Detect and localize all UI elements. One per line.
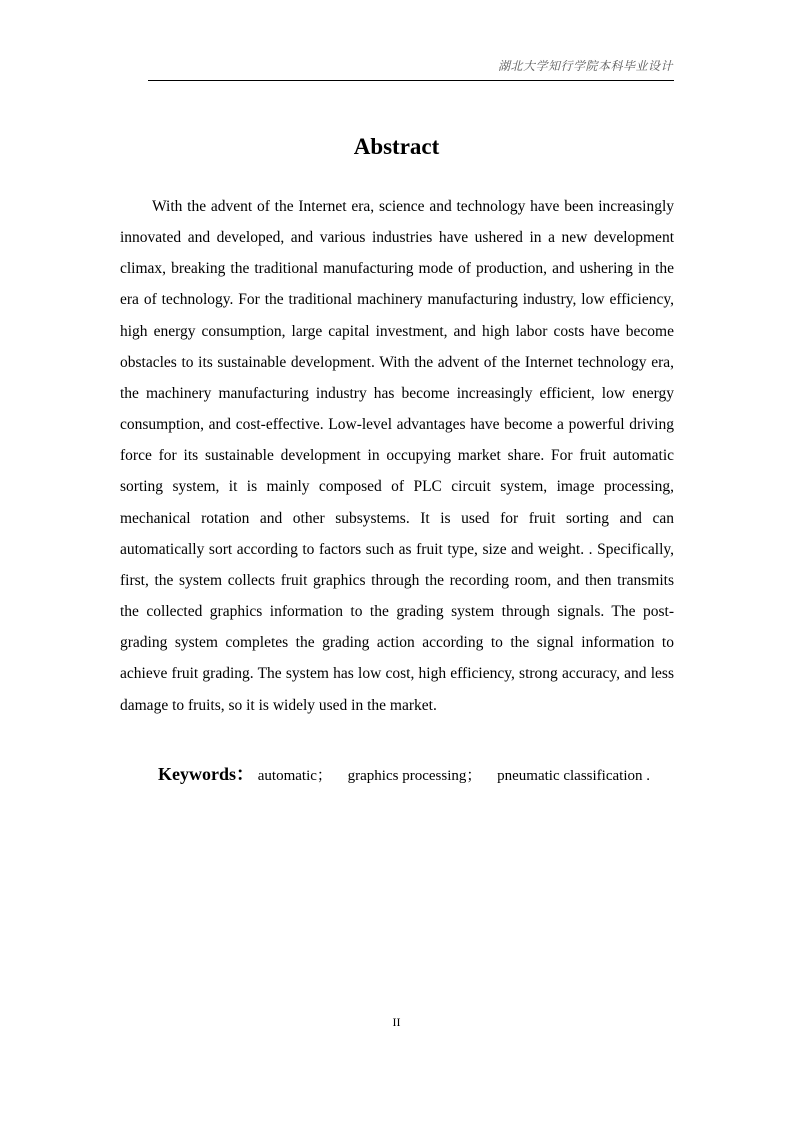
keywords-label: Keywords： bbox=[158, 764, 254, 784]
page-title: Abstract bbox=[353, 134, 440, 159]
keywords-line bbox=[158, 760, 688, 790]
running-header: 湖北大学知行学院本科毕业设计 bbox=[497, 59, 673, 73]
abstract-body: With the advent of the Internet era, science and technology have been increasingly innovated and developed, and various industries have ushered in a new development climax, breaking the traditional manufacturing mode of production, and ushering in the era of technology. For the traditional machinery manufacturing industry, low efficiency, high energy consumption, large capital investment, and high labor costs have become obstacles to its sustainable development. With the advent of the Internet technology era, the machinery manufacturing industry has become increasingly efficient, low energy consumption, and cost-effective. Low-level advantages have become a powerful driving force for its sustainable development in occupying market share. For fruit automatic sorting system, it is mainly composed of PLC circuit system, image processing, mechanical rotation and other subsystems. It is used for fruit sorting and can automatically sort according to factors such as fruit type, size and weight. . Specifically, first, the system collects fruit graphics through the recording room, and then transmits the collected graphics information to the grading system through signals. The post-grading system completes the grading action according to the signal information to achieve fruit grading. The system has low cost, high efficiency, strong accuracy, and less damage to fruits, so it is widely used in the market. bbox=[120, 198, 674, 714]
page-number: II bbox=[392, 1015, 401, 1029]
header-rule bbox=[148, 80, 674, 81]
keyword-item: graphics processing； bbox=[347, 768, 482, 784]
keyword-item: automatic； bbox=[257, 768, 332, 784]
keyword-item: pneumatic classification . bbox=[497, 768, 650, 784]
